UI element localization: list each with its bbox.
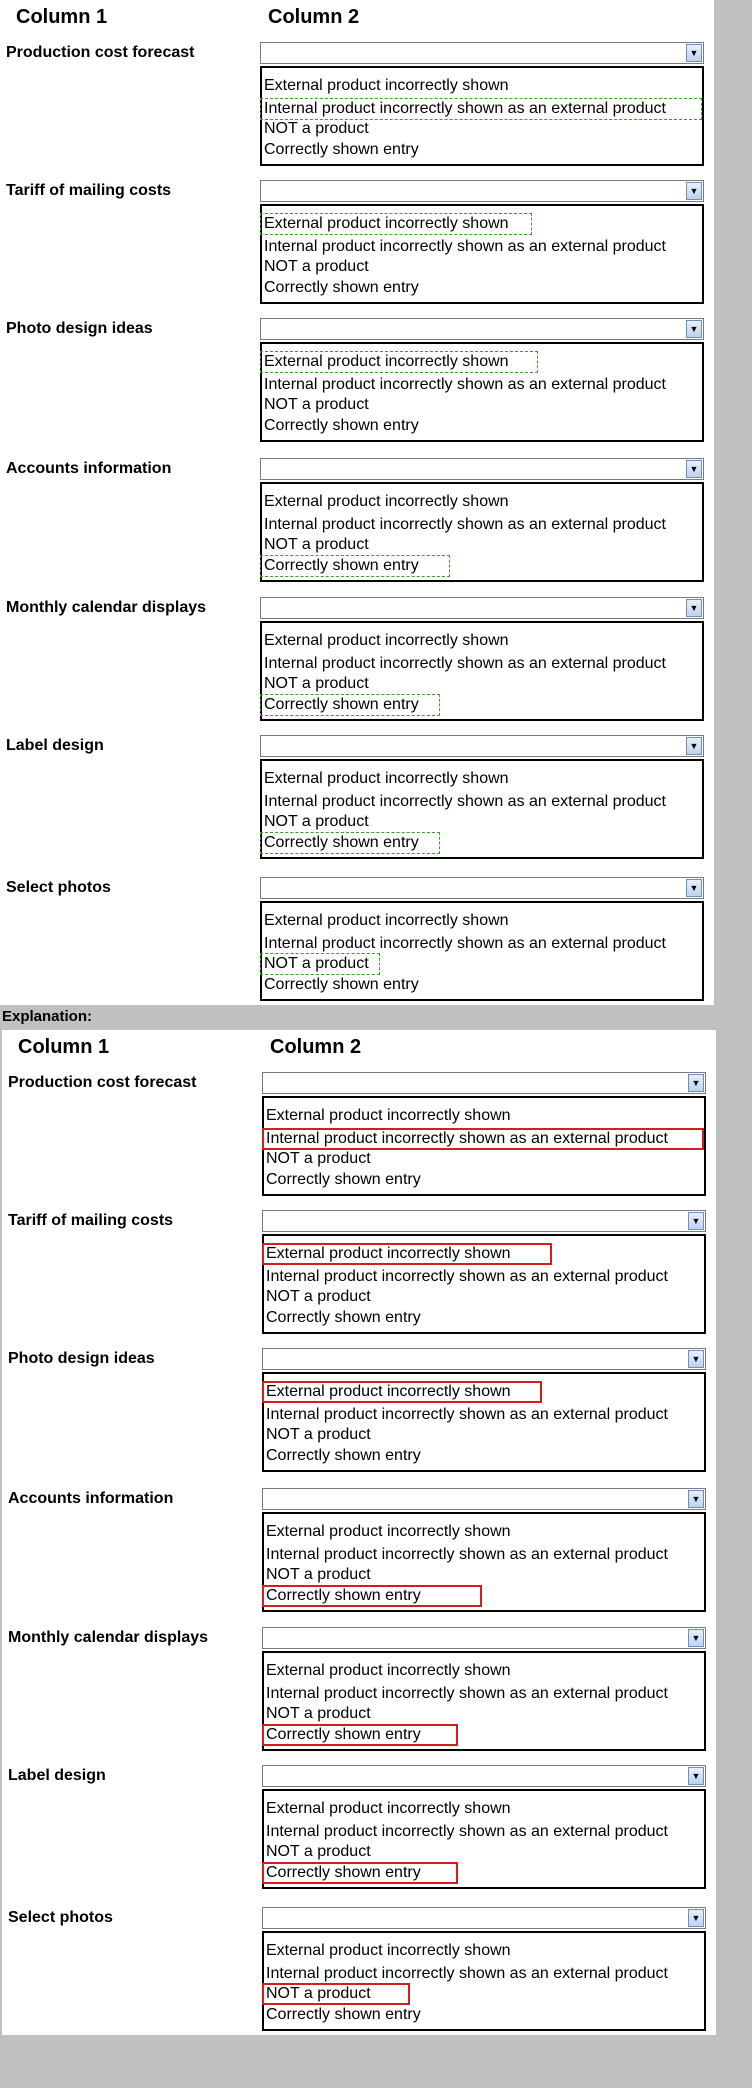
question-row bbox=[2, 1627, 716, 1757]
question-row bbox=[2, 1210, 716, 1340]
option-list bbox=[262, 1372, 706, 1472]
question-panel bbox=[0, 0, 714, 1005]
option-item[interactable]: Internal product incorrectly shown as an external product bbox=[266, 1823, 668, 1840]
dropdown-arrow-icon[interactable]: ▼ bbox=[688, 1212, 704, 1230]
option-list bbox=[262, 1234, 706, 1334]
option-item[interactable]: Correctly shown entry bbox=[264, 417, 419, 434]
answer-dropdown[interactable] bbox=[260, 180, 704, 202]
question-row bbox=[0, 458, 714, 588]
row-label: Production cost forecast bbox=[8, 1074, 197, 1091]
option-item[interactable]: Internal product incorrectly shown as an external product bbox=[266, 1268, 668, 1285]
row-label: Tariff of mailing costs bbox=[8, 1212, 174, 1229]
answer-dropdown[interactable] bbox=[262, 1907, 706, 1929]
option-item[interactable]: NOT a product bbox=[266, 1426, 371, 1443]
option-item[interactable]: External product incorrectly shown bbox=[266, 1662, 511, 1679]
answer-dropdown[interactable] bbox=[260, 877, 704, 899]
dropdown-arrow-icon[interactable]: ▼ bbox=[686, 599, 702, 617]
dropdown-arrow-icon[interactable]: ▼ bbox=[686, 737, 702, 755]
answer-dropdown[interactable] bbox=[260, 318, 704, 340]
option-list bbox=[260, 342, 704, 442]
option-item[interactable]: NOT a product bbox=[264, 258, 369, 275]
answer-dropdown[interactable] bbox=[262, 1210, 706, 1232]
answer-dropdown[interactable] bbox=[260, 597, 704, 619]
question-row bbox=[2, 1907, 716, 2037]
answer-dropdown[interactable] bbox=[262, 1072, 706, 1094]
column-2-header: Column 2 bbox=[268, 6, 360, 28]
option-list bbox=[262, 1651, 706, 1751]
option-item[interactable]: NOT a product bbox=[266, 1150, 371, 1167]
explanation-heading: Explanation: bbox=[2, 1008, 93, 1025]
option-item[interactable]: Internal product incorrectly shown as an external product bbox=[264, 238, 666, 255]
answer-dropdown[interactable] bbox=[262, 1627, 706, 1649]
option-item[interactable]: Correctly shown entry bbox=[266, 1447, 421, 1464]
option-item[interactable]: Correctly shown entry bbox=[266, 1587, 421, 1604]
option-item[interactable]: Internal product incorrectly shown as an external product bbox=[264, 516, 666, 533]
option-item[interactable]: Correctly shown entry bbox=[264, 976, 419, 993]
question-row bbox=[2, 1488, 716, 1618]
option-list bbox=[260, 621, 704, 721]
dropdown-arrow-icon[interactable]: ▼ bbox=[686, 879, 702, 897]
row-label: Select photos bbox=[8, 1909, 113, 1926]
question-row bbox=[2, 1348, 716, 1478]
option-list bbox=[262, 1931, 706, 2031]
column-1-header: Column 1 bbox=[16, 6, 108, 28]
option-item[interactable]: Correctly shown entry bbox=[266, 1864, 421, 1881]
option-item[interactable]: Correctly shown entry bbox=[266, 1726, 421, 1743]
row-label: Label design bbox=[6, 737, 104, 754]
dropdown-arrow-icon[interactable]: ▼ bbox=[686, 460, 702, 478]
column-2-header: Column 2 bbox=[270, 1036, 362, 1058]
option-item[interactable]: Internal product incorrectly shown as an external product bbox=[264, 793, 666, 810]
dropdown-arrow-icon[interactable]: ▼ bbox=[688, 1350, 704, 1368]
option-item[interactable]: NOT a product bbox=[264, 120, 369, 137]
answer-dropdown[interactable] bbox=[262, 1348, 706, 1370]
option-item[interactable]: Correctly shown entry bbox=[266, 2006, 421, 2023]
option-item[interactable]: External product incorrectly shown bbox=[266, 1383, 511, 1400]
option-item[interactable]: Correctly shown entry bbox=[264, 557, 419, 574]
option-item[interactable]: Internal product incorrectly shown as an external product bbox=[266, 1406, 668, 1423]
question-row bbox=[2, 1072, 716, 1202]
option-item[interactable]: NOT a product bbox=[266, 1843, 371, 1860]
option-list bbox=[262, 1512, 706, 1612]
dropdown-arrow-icon[interactable]: ▼ bbox=[688, 1909, 704, 1927]
answer-dropdown[interactable] bbox=[262, 1488, 706, 1510]
column-1-header: Column 1 bbox=[18, 1036, 110, 1058]
option-item[interactable]: External product incorrectly shown bbox=[264, 770, 509, 787]
option-item[interactable]: Internal product incorrectly shown as an external product bbox=[264, 655, 666, 672]
option-item[interactable]: External product incorrectly shown bbox=[266, 1942, 511, 1959]
option-item[interactable]: External product incorrectly shown bbox=[266, 1523, 511, 1540]
row-label: Accounts information bbox=[6, 460, 172, 477]
option-item[interactable]: Correctly shown entry bbox=[266, 1309, 421, 1326]
dropdown-arrow-icon[interactable]: ▼ bbox=[688, 1490, 704, 1508]
row-label: Photo design ideas bbox=[6, 320, 153, 337]
option-item[interactable]: External product incorrectly shown bbox=[264, 215, 509, 232]
option-item[interactable]: NOT a product bbox=[266, 1985, 371, 2002]
option-item[interactable]: NOT a product bbox=[264, 955, 369, 972]
question-row bbox=[2, 1765, 716, 1895]
option-item[interactable]: Internal product incorrectly shown as an external product bbox=[264, 376, 666, 393]
option-list bbox=[260, 482, 704, 582]
option-list bbox=[262, 1789, 706, 1889]
option-item[interactable]: External product incorrectly shown bbox=[264, 493, 509, 510]
option-item[interactable]: NOT a product bbox=[264, 536, 369, 553]
option-item[interactable]: NOT a product bbox=[264, 675, 369, 692]
option-list bbox=[260, 204, 704, 304]
option-list bbox=[262, 1096, 706, 1196]
option-item[interactable]: External product incorrectly shown bbox=[264, 353, 509, 370]
option-list bbox=[260, 759, 704, 859]
option-item[interactable]: Internal product incorrectly shown as an external product bbox=[264, 935, 666, 952]
question-row bbox=[0, 597, 714, 727]
answer-dropdown[interactable] bbox=[260, 458, 704, 480]
option-list bbox=[260, 901, 704, 1001]
dropdown-arrow-icon[interactable]: ▼ bbox=[688, 1074, 704, 1092]
option-item[interactable]: Internal product incorrectly shown as an external product bbox=[266, 1130, 668, 1147]
dropdown-arrow-icon[interactable]: ▼ bbox=[686, 182, 702, 200]
option-item[interactable]: Internal product incorrectly shown as an external product bbox=[264, 100, 666, 117]
answer-dropdown[interactable] bbox=[260, 735, 704, 757]
option-list bbox=[260, 66, 704, 166]
option-item[interactable]: External product incorrectly shown bbox=[264, 632, 509, 649]
dropdown-arrow-icon[interactable]: ▼ bbox=[688, 1767, 704, 1785]
option-item[interactable]: Internal product incorrectly shown as an external product bbox=[266, 1685, 668, 1702]
dropdown-arrow-icon[interactable]: ▼ bbox=[686, 44, 702, 62]
option-item[interactable]: NOT a product bbox=[264, 813, 369, 830]
question-row bbox=[0, 735, 714, 865]
option-item[interactable]: Correctly shown entry bbox=[264, 141, 419, 158]
dropdown-arrow-icon[interactable]: ▼ bbox=[688, 1629, 704, 1647]
option-item[interactable]: External product incorrectly shown bbox=[266, 1245, 511, 1262]
row-label: Photo design ideas bbox=[8, 1350, 155, 1367]
option-item[interactable]: External product incorrectly shown bbox=[266, 1107, 511, 1124]
answer-dropdown[interactable] bbox=[260, 42, 704, 64]
row-label: Monthly calendar displays bbox=[6, 599, 207, 616]
row-label: Tariff of mailing costs bbox=[6, 182, 172, 199]
row-label: Accounts information bbox=[8, 1490, 174, 1507]
option-item[interactable]: Internal product incorrectly shown as an external product bbox=[266, 1965, 668, 1982]
option-item[interactable]: NOT a product bbox=[266, 1566, 371, 1583]
dropdown-arrow-icon[interactable]: ▼ bbox=[686, 320, 702, 338]
option-item[interactable]: External product incorrectly shown bbox=[264, 912, 509, 929]
answer-dropdown[interactable] bbox=[262, 1765, 706, 1787]
row-label: Monthly calendar displays bbox=[8, 1629, 209, 1646]
row-label: Select photos bbox=[6, 879, 111, 896]
option-item[interactable]: Correctly shown entry bbox=[264, 279, 419, 296]
option-item[interactable]: NOT a product bbox=[264, 396, 369, 413]
question-row bbox=[0, 180, 714, 310]
option-item[interactable]: Correctly shown entry bbox=[266, 1171, 421, 1188]
option-item[interactable]: NOT a product bbox=[266, 1705, 371, 1722]
explanation-panel bbox=[2, 1030, 716, 2035]
option-item[interactable]: Correctly shown entry bbox=[264, 696, 419, 713]
question-row bbox=[0, 877, 714, 1007]
question-row bbox=[0, 318, 714, 448]
option-item[interactable]: External product incorrectly shown bbox=[264, 77, 509, 94]
question-row bbox=[0, 42, 714, 172]
option-item[interactable]: NOT a product bbox=[266, 1288, 371, 1305]
option-item[interactable]: Internal product incorrectly shown as an external product bbox=[266, 1546, 668, 1563]
row-label: Production cost forecast bbox=[6, 44, 195, 61]
row-label: Label design bbox=[8, 1767, 106, 1784]
option-item[interactable]: Correctly shown entry bbox=[264, 834, 419, 851]
option-item[interactable]: External product incorrectly shown bbox=[266, 1800, 511, 1817]
